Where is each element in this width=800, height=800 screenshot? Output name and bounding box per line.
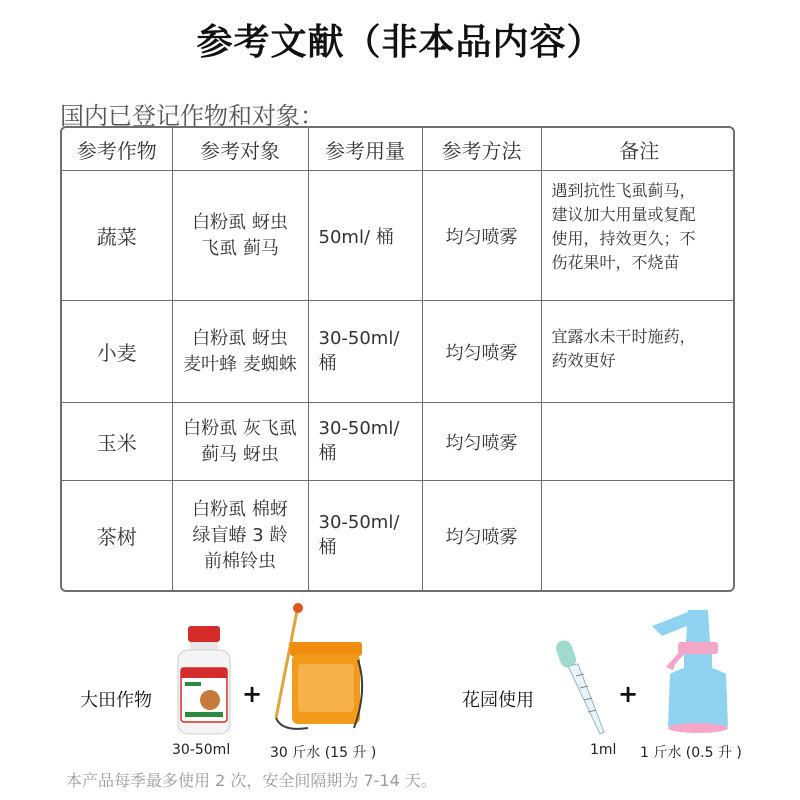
target-cell [172,171,308,301]
target-line: 白粉虱 蚜虫 [192,327,288,349]
product-dose-caption: 30-50ml [172,742,231,758]
target-line: 蓟马 蚜虫 [201,443,279,465]
table-row [62,481,735,591]
header-method: 参考方法 [422,128,541,171]
method-cell: 均匀喷雾 [422,301,541,403]
crop-cell: 蔬菜 [62,171,172,301]
table-row [62,171,735,301]
dose-cell: 30-50ml/ 桶 [308,481,422,591]
target-line: 飞虱 蓟马 [201,237,279,259]
note-cell [541,171,735,301]
reference-table [60,126,735,592]
usage-footer-note: 本产品每季最多使用 2 次，安全间隔期为 7-14 天。 [66,771,437,790]
note-line: 建议加大用量或复配 [551,205,696,224]
usage-section [0,596,800,776]
crop-cell: 小麦 [62,301,172,403]
field-plus: + [242,680,263,708]
table-header-row [62,128,735,171]
dose-cell: 30-50ml/ 桶 [308,403,422,481]
dose-cell: 50ml/ 桶 [308,171,422,301]
method-cell: 均匀喷雾 [422,403,541,481]
note-line: 使用，持效更久；不 [551,229,696,248]
header-dose: 参考用量 [308,128,422,171]
note-line: 伤花果叶，不烧苗 [551,253,680,272]
crop-cell: 玉米 [62,403,172,481]
header-note: 备注 [541,128,735,171]
method-cell: 均匀喷雾 [422,171,541,301]
target-line: 白粉虱 棉蚜 [192,498,288,520]
header-crop: 参考作物 [62,128,172,171]
target-line: 前棉铃虫 [204,550,276,572]
page-title: 参考文献（非本品内容） [196,22,604,63]
dose-cell: 30-50ml/ 桶 [308,301,422,403]
sprayer-water-caption: 30 斤水 (15 升 ) [270,745,377,761]
garden-use-label: 花园使用 [462,690,534,711]
backpack-sprayer-icon [268,600,368,736]
bottle-water-caption: 1 斤水 (0.5 升 ) [640,745,742,761]
method-cell: 均匀喷雾 [422,481,541,591]
dropper-dose-caption: 1ml [590,742,617,758]
dropper-icon [554,636,614,736]
field-crops-label: 大田作物 [80,690,152,711]
header-target: 参考对象 [172,128,308,171]
section-subtitle: 国内已登记作物和对象： [60,102,324,130]
note-line: 遇到抗性飞虱蓟马， [551,181,696,200]
crop-cell: 茶树 [62,481,172,591]
target-line: 白粉虱 蚜虫 [192,211,288,233]
table-row [62,403,735,481]
table-row [62,301,735,403]
pesticide-bottle-icon [172,624,236,736]
note-line: 药效更好 [551,351,616,370]
spray-bottle-icon [648,602,738,736]
garden-plus: + [618,680,639,708]
note-cell [541,481,735,591]
target-cell [172,301,308,403]
note-line: 宜露水未干时施药， [551,327,696,346]
target-line: 白粉虱 灰飞虱 [183,417,297,439]
target-cell [172,403,308,481]
target-line: 绿盲蝽 3 龄 [192,524,288,546]
target-cell [172,481,308,591]
note-cell [541,403,735,481]
target-line: 麦叶蜂 麦蜘蛛 [183,353,297,375]
note-cell [541,301,735,403]
